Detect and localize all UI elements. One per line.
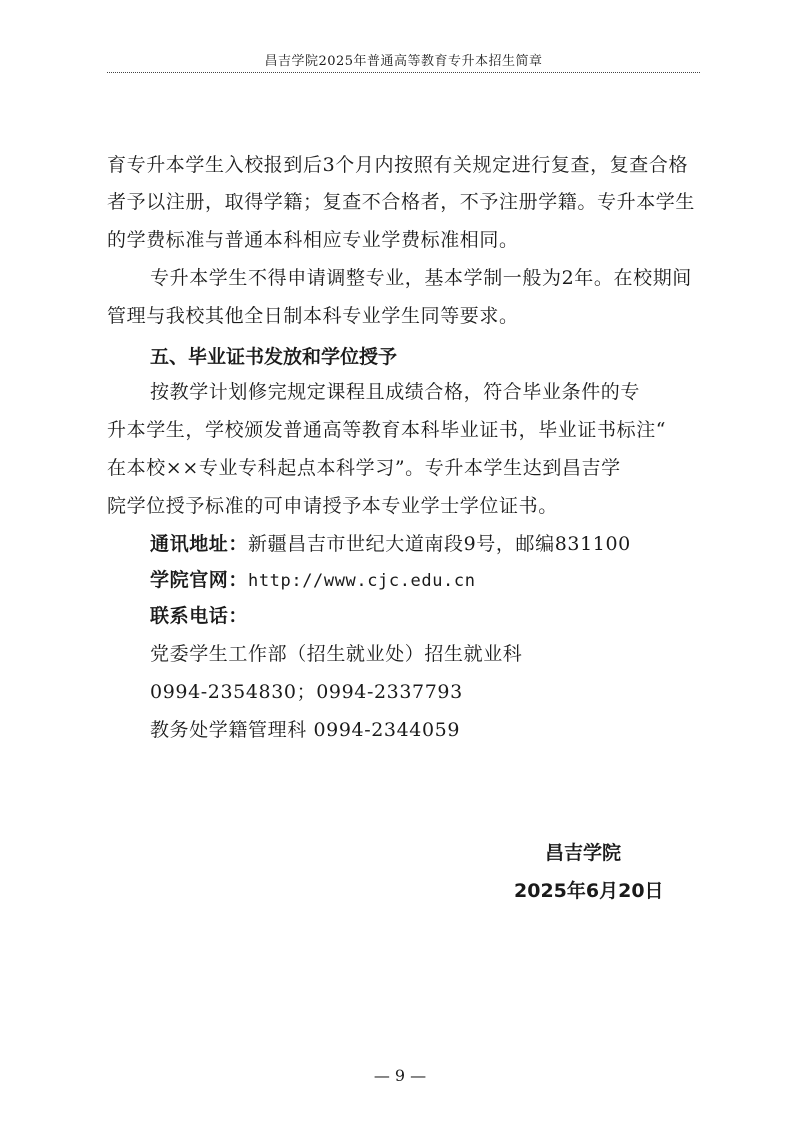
page-number: — 9 —: [373, 1066, 427, 1085]
contact-dept2: 教务处学籍管理科 0994-2344059: [150, 719, 461, 741]
address-label: 通讯地址：: [150, 533, 249, 555]
signature-date: 2025年6月20日: [514, 880, 664, 902]
document-header: 昌吉学院2025年普通高等教育专升本招生简章: [264, 54, 543, 69]
paragraph-line: 育专升本学生入校报到后3个月内按照有关规定进行复查，复查合格: [107, 154, 689, 176]
contact-dept1: 党委学生工作部（招生就业处）招生就业科: [150, 643, 523, 665]
contact-address: [150, 532, 631, 556]
phone-label: 联系电话：: [150, 605, 249, 627]
paragraph-line: 升本学生，学校颁发普通高等教育本科毕业证书，毕业证书标注“: [107, 419, 667, 441]
paragraph-line: 者予以注册，取得学籍；复查不合格者，不予注册学籍。专升本学生: [107, 191, 696, 213]
section-heading: 五、毕业证书发放和学位授予: [150, 346, 398, 368]
signature-org: 昌吉学院: [545, 842, 622, 864]
paragraph-line: 院学位授予标准的可申请授予本专业学士学位证书。: [107, 495, 558, 517]
paragraph-line: 在本校××专业专科起点本科学习”。专升本学生达到昌吉学: [107, 457, 621, 479]
paragraph-line: 专升本学生不得申请调整专业，基本学制一般为2年。在校期间: [150, 267, 692, 289]
website-label: 学院官网：: [150, 569, 249, 591]
contact-website: [150, 568, 476, 593]
header-divider: [107, 72, 700, 73]
address-value: 新疆昌吉市世纪大道南段9号，邮编831100: [248, 533, 631, 555]
website-link[interactable]: http://www.cjc.edu.cn: [248, 571, 476, 591]
paragraph-line: 的学费标准与普通本科相应专业学费标准相同。: [107, 229, 519, 251]
contact-phone-heading: [150, 604, 248, 628]
contact-dept1-phones: 0994-2354830；0994-2337793: [150, 681, 463, 703]
paragraph-line: 按教学计划修完规定课程且成绩合格，符合毕业条件的专: [150, 381, 641, 403]
paragraph-line: 管理与我校其他全日制本科专业学生同等要求。: [107, 305, 519, 327]
